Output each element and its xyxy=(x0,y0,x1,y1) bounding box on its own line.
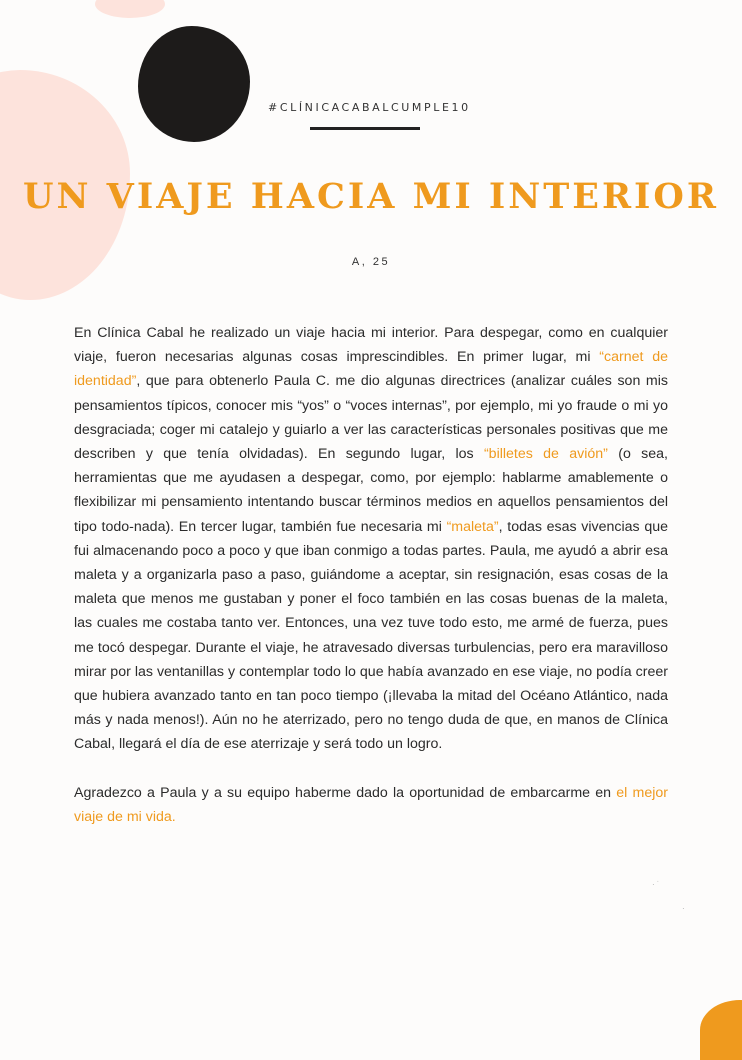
paragraph-2 xyxy=(74,781,668,829)
article-body xyxy=(74,321,668,853)
text-run: (o sea, herramientas que me ayudasen a despegar, como, por ejemplo: hablarme amablemente o flexibilizar mi pensamiento intentando buscar términos medios en aquellos pensamientos del tipo todo-nada). En tercer lugar, también fue necesaria mi xyxy=(74,446,668,535)
text-run: , que para obtenerlo Paula C. me dio algunas directrices (analizar cuáles son mis pensamientos típicos, conocer mis “yos” o “voces internas”, por ejemplo, mi yo fraude o mi yo desgraciada; coger mi catalejo y guiarlo a ver las características personales positivas que me describen y que tenía olvidadas). En segundo lugar, los xyxy=(74,373,668,463)
text-run: , todas esas vivencias que fui almacenando poco a poco y que iban conmigo a todas partes. Paula, me ayudó a abrir esa maleta y a organizarla paso a paso, guiándome a aceptar, sin resignación, esas cosas de la maleta que menos me gustaban y poner el foco también en las cosas buenas de la maleta, las cuales me costaba tanto ver. Entonces, una vez tuve todo esto, me armé de fuerza, pues me tocó despegar. Durante el viaje, he atravesado diversas turbulencias, pero era maravilloso mirar por las ventanillas y contemplar todo lo que había avanzado en ese viaje, no podía creer que hubiera avanzado tanto en tan poco tiempo (¡llevaba la mitad del Océano Atlántico, nada más y nada menos!). Aún no he aterrizado, pero no tengo duda de que, en manos de Clínica Cabal, llegará el día de ese aterrizaje y será todo un logro. xyxy=(74,518,668,753)
decorative-black-blob xyxy=(138,26,250,142)
decorative-orange-blob xyxy=(700,1000,742,1060)
author-signature: A, 25 xyxy=(351,256,391,268)
decorative-dot: · xyxy=(682,904,685,913)
decorative-pink-blob-top xyxy=(95,0,165,18)
paragraph-1 xyxy=(74,321,668,757)
text-run: Agradezco a Paula y a su equipo haberme dado la oportunidad de embarcarme en xyxy=(74,784,617,801)
decorative-dots: · ˙ xyxy=(652,880,660,889)
page-title: UN VIAJE HACIA MI INTERIOR xyxy=(22,176,720,217)
highlight-billetes: “billetes de avión” xyxy=(483,446,608,463)
hashtag-label: #CLÍNICACABALCUMPLE10 xyxy=(268,101,471,114)
highlight-maleta: “maleta” xyxy=(446,518,499,535)
highlight-carnet: “carnet de identidad” xyxy=(74,349,668,390)
highlight-mejor-viaje: el mejor viaje de mi vida. xyxy=(74,784,668,825)
text-run: En Clínica Cabal he realizado un viaje hacia mi interior. Para despegar, como en cualquier viaje, fueron necesarias algunas cosas imprescindibles. En primer lugar, mi xyxy=(74,325,668,366)
hashtag-underline xyxy=(310,127,420,130)
